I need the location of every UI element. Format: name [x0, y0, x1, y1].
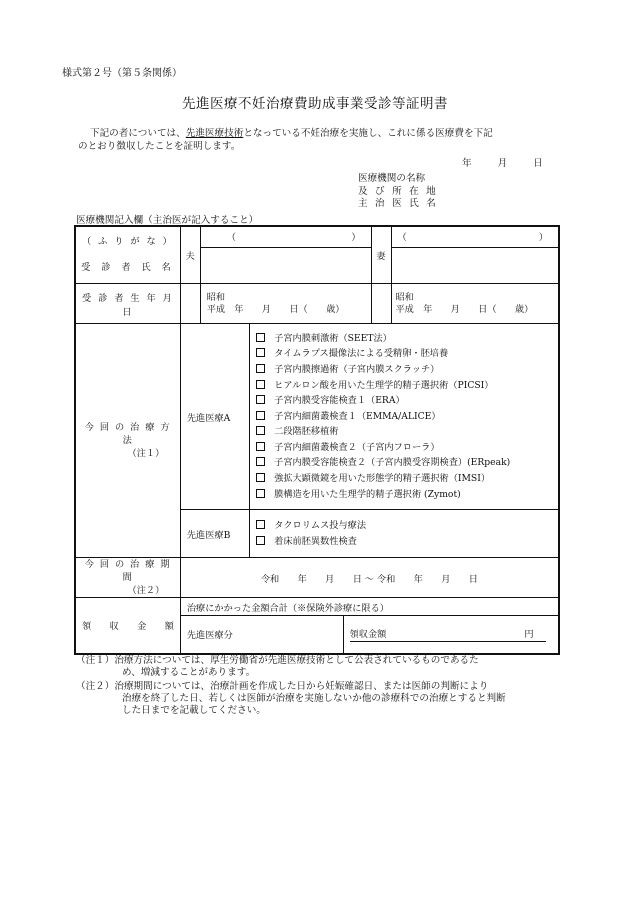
checkbox[interactable] — [256, 442, 265, 451]
name-row — [75, 226, 559, 284]
husband-furigana-open: （ — [226, 232, 236, 243]
option-label: 子宮内膜受容能検査１（ERA） — [274, 395, 405, 407]
checkbox[interactable] — [256, 364, 265, 373]
note-1-line-1: 治療方法については、厚生労働省が先進医療技術として公表されているものであるた — [114, 655, 479, 666]
group-b-item[interactable] — [256, 518, 552, 534]
date-day: 日 — [533, 158, 543, 169]
notes — [76, 655, 506, 717]
wife-dob-units: 年 月 日（ 歳） — [423, 303, 534, 315]
group-a-list — [250, 324, 559, 510]
doctor-name-label: 主 治 医 氏 名 — [358, 198, 438, 209]
wife-furigana-close: ） — [538, 232, 548, 243]
method-label: 今 回 の 治 療 方 法 — [84, 422, 172, 446]
checkbox[interactable] — [256, 411, 265, 420]
group-a-item[interactable] — [256, 487, 552, 503]
group-a-item[interactable] — [256, 409, 552, 425]
group-a-item[interactable] — [256, 440, 552, 456]
group-a-item[interactable] — [256, 424, 552, 440]
furigana-label: （ ふ り が な ） — [82, 236, 174, 247]
note-2-line-3: した日までを記載してください。 — [122, 705, 266, 716]
option-label: 子宮内細菌叢検査２（子宮内フローラ） — [274, 441, 440, 453]
group-a-item[interactable] — [256, 331, 552, 347]
husband-name-cell — [200, 226, 371, 284]
intro-underlined: 先進医療技術 — [185, 128, 244, 139]
wife-era-showa: 昭和 — [395, 291, 414, 303]
method-row-a — [75, 324, 559, 510]
group-a-item[interactable] — [256, 471, 552, 487]
option-label: 二段階胚移植術 — [274, 426, 339, 438]
method-note: （注１） — [127, 448, 165, 459]
note-2-line-1: 治療期間については、治療計画を作成した日から妊娠確認日、または医師の判断により — [114, 681, 489, 692]
option-label: タクロリムス投与療法 — [274, 519, 367, 531]
amount-row-1 — [75, 598, 559, 616]
husband-era-heisei: 平成 — [206, 303, 226, 315]
wife-name-cell — [391, 226, 559, 284]
date-month: 月 — [497, 158, 508, 169]
group-b-label: 先進医療B — [180, 510, 249, 558]
institution-name-label: 医療機関の名称 — [358, 173, 426, 184]
checkbox[interactable] — [256, 473, 265, 482]
date-year: 年 — [462, 158, 472, 169]
wife-label: 妻 — [371, 226, 391, 284]
husband-era-showa: 昭和 — [206, 291, 226, 303]
husband-dob-units: 年 月 日（ 歳） — [234, 303, 345, 315]
group-b-item[interactable] — [256, 534, 552, 550]
option-label: ヒアルロン酸を用いた生理学的精子選択術（PICSI） — [274, 379, 494, 391]
group-a-item[interactable] — [256, 362, 552, 378]
option-label: 子宮内膜刺激術（SEET法） — [274, 332, 392, 344]
advanced-label: 先進医療分 — [180, 616, 343, 654]
period-row — [75, 558, 559, 598]
option-label: 強拡大顕微鏡を用いた形態学的精子選択術（IMSI） — [274, 473, 491, 485]
checkbox[interactable] — [256, 348, 265, 357]
husband-furigana-close: ） — [351, 232, 361, 243]
note-1-mark: （注１） — [76, 655, 115, 666]
received-amount-label: 領収金額 — [349, 629, 387, 641]
entry-section-label: 医療機関記入欄（主治医が記入すること） — [76, 215, 259, 226]
option-label: 子宮内膜擦過術（子宮内膜スクラッチ） — [274, 363, 440, 375]
intro-line-1 — [90, 125, 493, 139]
period-value[interactable]: 令和 年 月 日 ～ 令和 年 月 日 — [180, 558, 559, 598]
period-label: 今 回 の 治 療 期 間 — [84, 559, 172, 583]
husband-dob-cell — [200, 284, 371, 324]
option-label: 子宮内膜受容能検査２（子宮内膜受容期検査）(ERpeak) — [274, 457, 511, 469]
dob-row — [75, 284, 559, 324]
amount-total-label: 治療にかかった金額合計（※保険外診療に限る） — [180, 598, 559, 616]
name-label-cell — [75, 226, 180, 284]
note-1-line-2: め、増減することがあります。 — [122, 667, 256, 678]
group-a-label: 先進医療A — [180, 324, 249, 510]
institution-block — [358, 173, 438, 211]
form-number: 様式第２号（第５条関係） — [62, 68, 182, 79]
checkbox[interactable] — [256, 520, 265, 529]
received-amount-cell[interactable] — [343, 616, 559, 654]
dob-label: 受 診 者 生 年 月 日 — [75, 284, 180, 324]
certification-date — [462, 155, 543, 169]
option-label: 子宮内細菌叢検査１（EMMA/ALICE） — [274, 410, 441, 422]
checkbox[interactable] — [256, 395, 265, 404]
amount-label: 領 収 金 額 — [75, 598, 180, 654]
method-label-cell — [75, 324, 180, 558]
patient-name-label: 受 診 者 氏 名 — [81, 262, 175, 273]
checkbox[interactable] — [256, 333, 265, 342]
checkbox[interactable] — [256, 426, 265, 435]
intro-part-1: 下記の者については、 — [90, 128, 186, 139]
wife-furigana-open: （ — [397, 232, 407, 243]
checkbox[interactable] — [256, 489, 265, 498]
yen-label: 円 — [524, 629, 534, 641]
checkbox[interactable] — [256, 457, 265, 466]
option-label: 膜構造を用いた生理学的精子選択術 (Zymot) — [274, 488, 461, 500]
group-a-item[interactable] — [256, 455, 552, 471]
wife-dob-cell — [391, 284, 559, 324]
option-label: タイムラプス撮像法による受精卵・胚培養 — [274, 348, 449, 360]
checkbox[interactable] — [256, 536, 265, 545]
page-title: 先進医療不妊治療費助成事業受診等証明書 — [182, 96, 448, 112]
option-label: 着床前胚異数性検査 — [274, 535, 357, 547]
institution-address-label: 及 び 所 在 地 — [358, 185, 438, 197]
period-label-cell — [75, 558, 180, 598]
wife-era-heisei: 平成 — [395, 303, 414, 315]
note-2-mark: （注２） — [76, 681, 115, 692]
checkbox[interactable] — [256, 380, 265, 389]
group-a-item[interactable] — [256, 346, 552, 362]
intro-part-2: となっている不妊治療を実施し、これに係る医療費を下記 — [243, 128, 493, 139]
note-2-line-2: 治療を終了した日、若しくは医師が治療を実施しないか他の診療科での治療とすると判断 — [122, 693, 506, 704]
group-b-list — [250, 510, 559, 558]
certificate-table — [74, 225, 560, 655]
group-a-item[interactable] — [256, 378, 552, 394]
intro-line-2: のとおり徴収したことを証明します。 — [78, 141, 241, 152]
period-note: （注２） — [127, 585, 165, 596]
group-a-item[interactable] — [256, 393, 552, 409]
husband-label: 夫 — [180, 226, 200, 284]
